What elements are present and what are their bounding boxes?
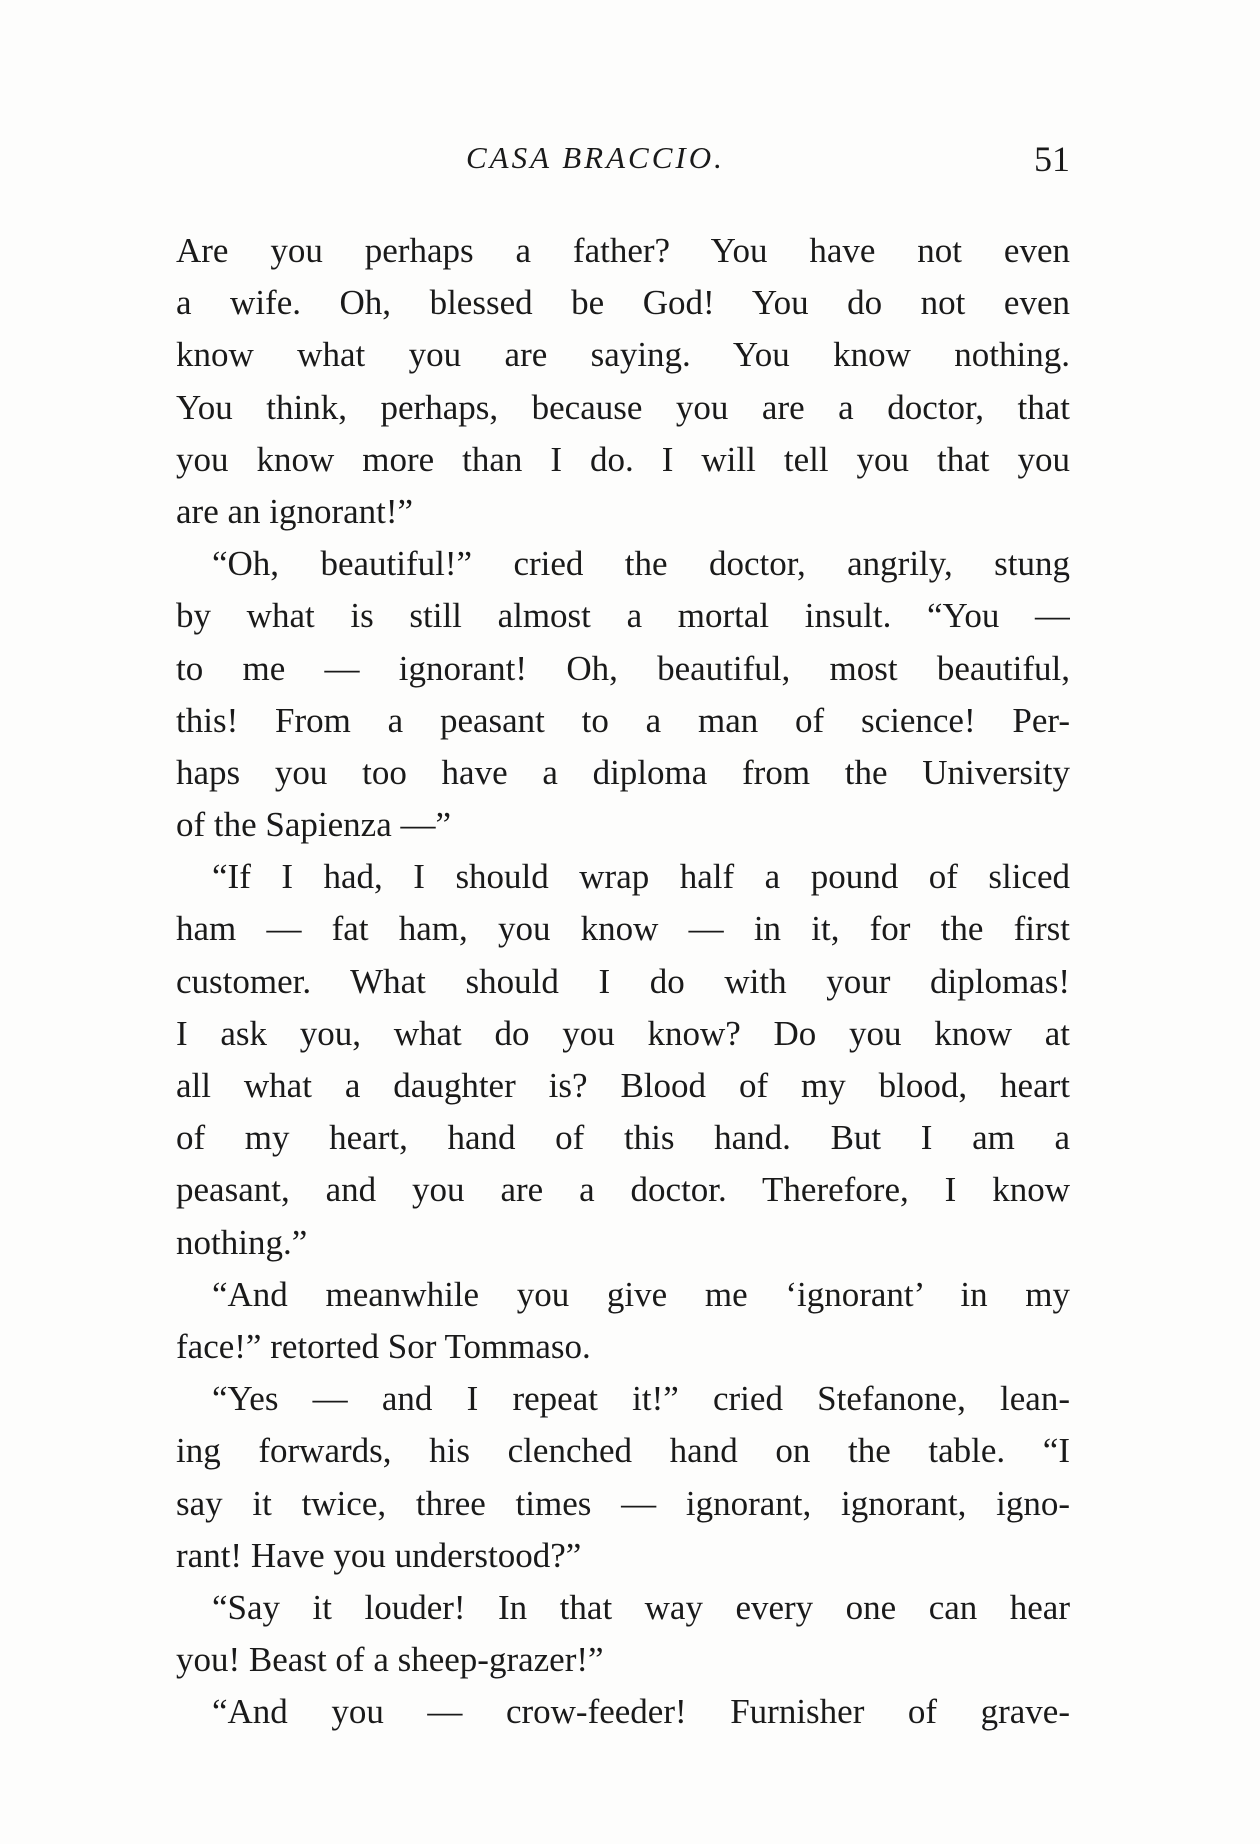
text-line: I ask you, what do you know? Do you know at [176, 1013, 1070, 1053]
text-line: ham — fat ham, you know — in it, for the first [176, 909, 1070, 949]
page-number: 51 [1034, 139, 1070, 179]
text-line: you know more than I do. I will tell you that you [176, 439, 1070, 479]
text-line: Are you perhaps a father? You have not even [176, 231, 1070, 270]
text-line: customer. What should I do with your diplomas! [176, 961, 1070, 1001]
text-line: rant! Have you understood?” [176, 1535, 582, 1575]
text-line: of the Sapienza —” [176, 805, 452, 845]
text-line: You think, perhaps, because you are a doctor, that [176, 387, 1070, 427]
text-line: you! Beast of a sheep-grazer!” [176, 1640, 604, 1680]
text-line: “Yes — and I repeat it!” cried Stefanone, lean- [212, 1379, 1070, 1419]
running-head [176, 138, 1070, 188]
text-line: peasant, and you are a doctor. Therefore, I know [176, 1170, 1070, 1210]
body-text [176, 225, 1070, 1738]
text-line: “Oh, beautiful!” cried the doctor, angrily, stung [212, 544, 1070, 584]
text-line: of my heart, hand of this hand. But I am a [176, 1118, 1070, 1158]
text-line: a wife. Oh, blessed be God! You do not even [176, 283, 1070, 323]
text-line: nothing.” [176, 1222, 308, 1262]
text-line: this! From a peasant to a man of science! Per- [176, 700, 1070, 740]
text-line: “Say it louder! In that way every one can hear [212, 1587, 1070, 1627]
text-line: by what is still almost a mortal insult. “You — [176, 596, 1070, 636]
running-title: CASA BRACCIO. [466, 140, 725, 175]
text-line: face!” retorted Sor Tommaso. [176, 1326, 591, 1366]
text-line: “And meanwhile you give me ‘ignorant’ in my [212, 1274, 1070, 1314]
text-line: all what a daughter is? Blood of my blood, heart [176, 1066, 1070, 1105]
text-line: “And you — crow-feeder! Furnisher of grave- [212, 1692, 1070, 1732]
text-line: ing forwards, his clenched hand on the table. “I [176, 1431, 1070, 1471]
text-line: “If I had, I should wrap half a pound of sliced [212, 857, 1070, 897]
text-line: haps you too have a diploma from the University [176, 752, 1070, 792]
text-line: to me — ignorant! Oh, beautiful, most beautiful, [176, 648, 1070, 688]
text-line: are an ignorant!” [176, 491, 414, 531]
text-line: say it twice, three times — ignorant, ignorant, igno- [176, 1483, 1070, 1523]
text-line: know what you are saying. You know nothing. [176, 335, 1070, 375]
